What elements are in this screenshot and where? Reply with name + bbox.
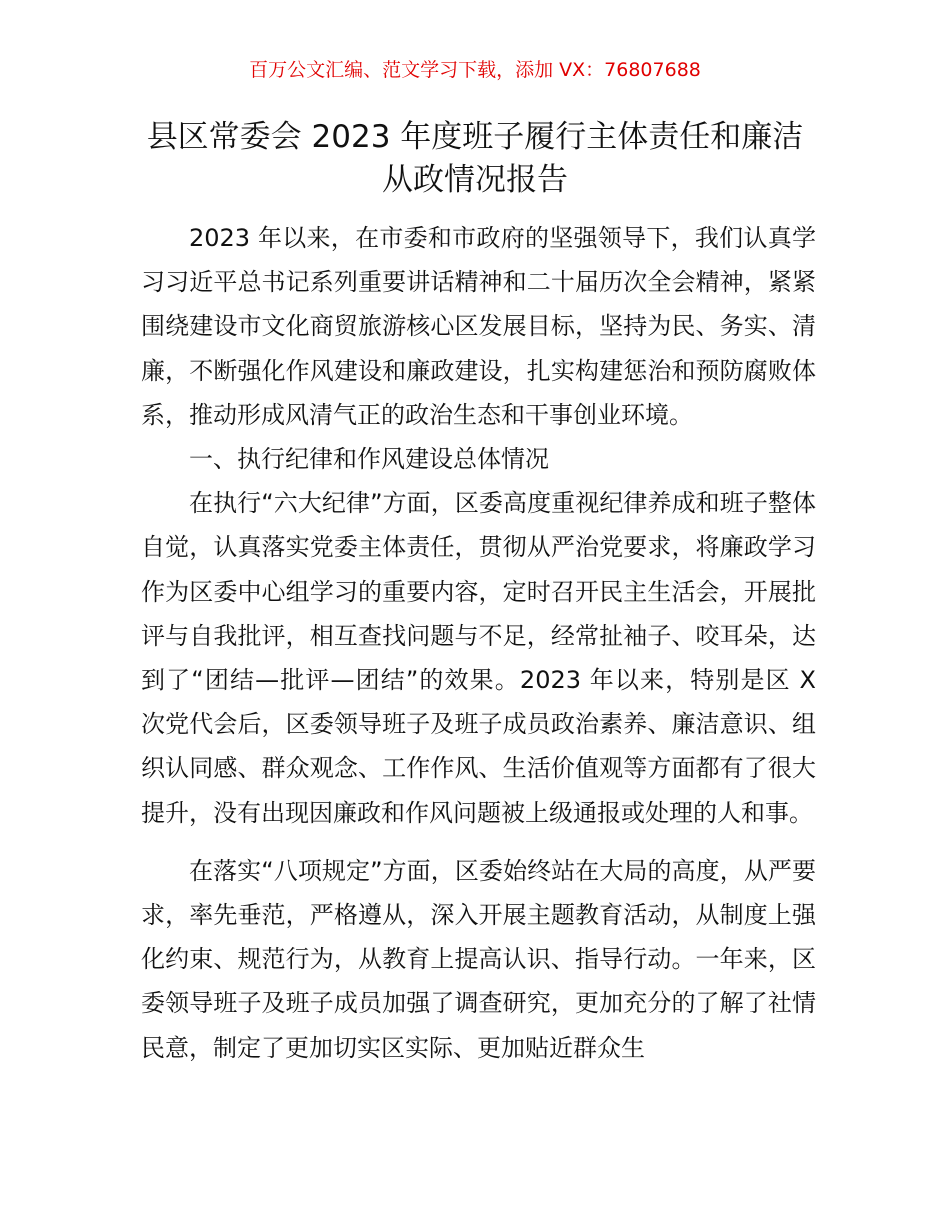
intro-paragraph: 2023 年以来，在市委和市政府的坚强领导下，我们认真学习习近平总书记系列重要讲话精神和二十届历次全会精神，紧紧围绕建设市文化商贸旅游核心区发展目标，坚持为民、务实、清廉，不断强化作风建设和廉政建设，扎实构建惩治和预防腐败体系，推动形成风清气正的政治生态和干事创业环境。 <box>141 224 816 429</box>
section-heading: 一、执行纪律和作风建设总体情况 <box>189 445 549 474</box>
document-title-line-1: 县区常委会 2023 年度班子履行主体责任和廉洁 <box>146 119 804 155</box>
watermark-header: 百万公文汇编、范文学习下载，添加 VX：76807688 <box>249 59 701 81</box>
discipline-paragraph: 在执行“六大纪律”方面，区委高度重视纪律养成和班子整体自觉，认真落实党委主体责任，贯彻从严治党要求，将廉政学习作为区委中心组学习的重要内容，定时召开民主生活会，开展批评与自我批评，相互查找问题与不足，经常扯袖子、咬耳朵，达到了“团结—批评—团结”的效果。2023 年以来，特别是区 X 次党代会后，区委领导班子及班子成员政治素养、廉洁意识、组织认同感、群众观念、工作作风、生活价值观等方面都有了很大提升，没有出现因廉政和作风问题被上级通报或处理的人和事。 <box>141 489 816 827</box>
document-title <box>140 116 810 202</box>
document-body <box>141 216 816 1070</box>
document-title-line-2: 从政情况报告 <box>382 162 568 198</box>
eight-rules-paragraph: 在落实“八项规定”方面，区委始终站在大局的高度，从严要求，率先垂范，严格遵从，深入开展主题教育活动，从制度上强化约束、规范行为，从教育上提高认识、指导行动。一年来，区委领导班子及班子成员加强了调查研究，更加充分的了解了社情民意，制定了更加切实区实际、更加贴近群众生 <box>141 856 816 1062</box>
